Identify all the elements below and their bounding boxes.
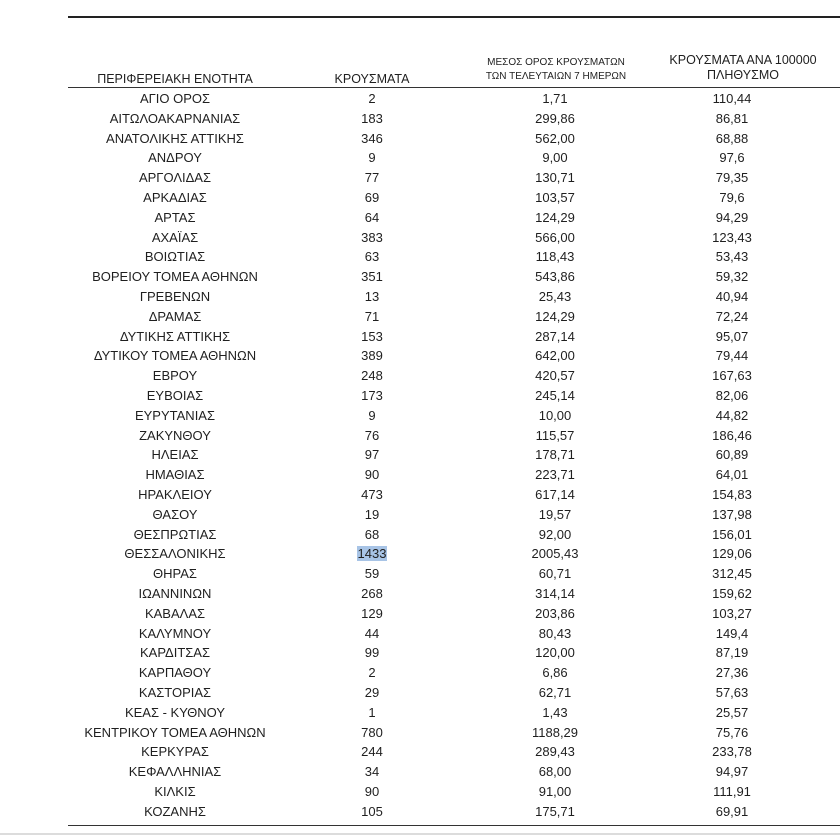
table-row bbox=[0, 802, 840, 822]
table-row bbox=[0, 564, 840, 584]
table-row bbox=[0, 742, 840, 762]
table-row bbox=[0, 208, 840, 228]
cell-avg-7-days: 289,43 bbox=[535, 744, 575, 760]
cell-per-100k: 82,06 bbox=[715, 387, 749, 403]
cell-avg-7-days: 62,71 bbox=[538, 684, 572, 700]
table-row bbox=[0, 544, 840, 564]
cell-region: ΑΡΚΑΔΙΑΣ bbox=[143, 189, 207, 205]
table-row bbox=[0, 465, 840, 485]
cell-region: ΑΡΓΟΛΙΔΑΣ bbox=[138, 170, 212, 186]
table-row bbox=[0, 782, 840, 802]
cell-region: ΒΟΡΕΙΟΥ ΤΟΜΕΑ ΑΘΗΝΩΝ bbox=[92, 269, 258, 285]
cell-cases: 173 bbox=[361, 387, 383, 403]
cell-region: ΑΡΤΑΣ bbox=[154, 209, 196, 225]
table-row bbox=[0, 366, 840, 386]
header-avg-line2: ΤΩΝ ΤΕΛΕΥΤΑΙΩΝ 7 ΗΜΕΡΩΝ bbox=[485, 71, 627, 82]
cell-avg-7-days: 566,00 bbox=[535, 229, 575, 245]
cell-avg-7-days: 287,14 bbox=[535, 328, 575, 344]
cell-region: ΕΒΡΟΥ bbox=[152, 368, 198, 384]
table-row bbox=[0, 188, 840, 208]
cell-region: ΚΑΣΤΟΡΙΑΣ bbox=[138, 684, 212, 700]
table-row bbox=[0, 247, 840, 267]
cell-avg-7-days: 115,57 bbox=[535, 427, 575, 443]
table-row bbox=[0, 703, 840, 723]
cell-cases: 64 bbox=[364, 209, 380, 225]
cell-cases: 268 bbox=[361, 585, 383, 601]
cell-avg-7-days: 245,14 bbox=[535, 387, 575, 403]
cell-avg-7-days: 68,00 bbox=[538, 764, 572, 780]
cell-avg-7-days: 118,43 bbox=[535, 249, 575, 265]
cell-avg-7-days: 1188,29 bbox=[531, 724, 579, 740]
cell-avg-7-days: 203,86 bbox=[535, 605, 575, 621]
cell-region: ΑΧΑΪΑΣ bbox=[151, 229, 199, 245]
cell-cases: 346 bbox=[361, 130, 383, 146]
cell-per-100k: 69,91 bbox=[715, 803, 749, 819]
table-row bbox=[0, 525, 840, 545]
table-row bbox=[0, 663, 840, 683]
cell-cases: 90 bbox=[364, 783, 380, 799]
cell-per-100k: 154,83 bbox=[712, 486, 752, 502]
cell-cases: 97 bbox=[364, 447, 380, 463]
cell-cases: 76 bbox=[364, 427, 380, 443]
table-row bbox=[0, 89, 840, 109]
table-row bbox=[0, 406, 840, 426]
cell-cases: 2 bbox=[368, 91, 376, 106]
table-row bbox=[0, 445, 840, 465]
cell-per-100k: 44,82 bbox=[715, 407, 749, 423]
cell-cases: 389 bbox=[361, 348, 383, 364]
cell-per-100k: 68,88 bbox=[715, 130, 749, 146]
table-row bbox=[0, 386, 840, 406]
cell-cases: 99 bbox=[364, 645, 380, 661]
cell-per-100k: 233,78 bbox=[712, 744, 752, 760]
table-row bbox=[0, 723, 840, 743]
table-row bbox=[0, 683, 840, 703]
cell-per-100k: 97,6 bbox=[719, 150, 745, 166]
cell-avg-7-days: 543,86 bbox=[535, 269, 575, 285]
cell-cases: 383 bbox=[361, 229, 383, 245]
cell-region: ΚΑΡΔΙΤΣΑΣ bbox=[139, 645, 211, 661]
cell-per-100k: 103,27 bbox=[712, 605, 752, 621]
cell-per-100k: 186,46 bbox=[712, 427, 752, 443]
cell-cases: 9 bbox=[368, 407, 376, 423]
cell-region: ΚΟΖΑΝΗΣ bbox=[144, 803, 206, 819]
cell-region: ΚΕΝΤΡΙΚΟΥ ΤΟΜΕΑ ΑΘΗΝΩΝ bbox=[84, 724, 266, 740]
cell-avg-7-days: 562,00 bbox=[535, 130, 575, 146]
cell-cases: 69 bbox=[364, 189, 380, 205]
table-row bbox=[0, 267, 840, 287]
table-row bbox=[0, 505, 840, 525]
cell-cases: 59 bbox=[364, 566, 380, 582]
cell-region: ΔΥΤΙΚΟΥ ΤΟΜΕΑ ΑΘΗΝΩΝ bbox=[93, 348, 257, 364]
table-row bbox=[0, 129, 840, 149]
cell-per-100k: 95,07 bbox=[715, 328, 749, 344]
table-row bbox=[0, 643, 840, 663]
cell-region: ΗΛΕΙΑΣ bbox=[151, 447, 199, 463]
cell-per-100k: 159,62 bbox=[712, 585, 752, 601]
cell-cases: 1 bbox=[368, 704, 376, 720]
cell-avg-7-days: 314,14 bbox=[535, 585, 575, 601]
cell-region: ΑΙΤΩΛΟΑΚΑΡΝΑΝΙΑΣ bbox=[109, 110, 241, 126]
cell-per-100k: 53,43 bbox=[715, 249, 749, 265]
cell-cases: 90 bbox=[364, 467, 380, 483]
table-top-rule bbox=[68, 16, 840, 18]
cell-avg-7-days: 175,71 bbox=[535, 803, 575, 819]
cell-per-100k: 87,19 bbox=[715, 645, 749, 661]
table-row bbox=[0, 327, 840, 347]
cell-cases: 2 bbox=[368, 665, 376, 681]
cell-per-100k: 94,29 bbox=[715, 209, 749, 225]
cell-per-100k: 312,45 bbox=[712, 566, 752, 582]
cell-per-100k: 75,76 bbox=[715, 724, 749, 740]
cell-avg-7-days: 6,86 bbox=[542, 665, 568, 681]
cell-region: ΘΑΣΟΥ bbox=[152, 506, 198, 522]
cell-region: ΚΑΛΥΜΝΟΥ bbox=[138, 625, 212, 641]
header-cases: ΚΡΟΥΣΜΑΤΑ bbox=[334, 72, 410, 86]
table-row bbox=[0, 762, 840, 782]
cell-region: ΔΡΑΜΑΣ bbox=[148, 308, 202, 324]
cell-region: ΒΟΙΩΤΙΑΣ bbox=[144, 249, 206, 265]
table-row bbox=[0, 168, 840, 188]
selected-text-highlight[interactable]: 1433 bbox=[357, 546, 387, 562]
table-header bbox=[0, 52, 840, 88]
cell-per-100k: 60,89 bbox=[715, 447, 749, 463]
cell-cases: 13 bbox=[364, 288, 380, 304]
cell-per-100k: 156,01 bbox=[712, 526, 752, 542]
cell-cases: 71 bbox=[364, 308, 380, 324]
cell-region: ΑΝΑΤΟΛΙΚΗΣ ΑΤΤΙΚΗΣ bbox=[106, 130, 244, 146]
cell-per-100k: 123,43 bbox=[712, 229, 752, 245]
cell-cases: 248 bbox=[361, 368, 383, 384]
cell-avg-7-days: 124,29 bbox=[535, 209, 575, 225]
cell-region: ΓΡΕΒΕΝΩΝ bbox=[139, 288, 211, 304]
cell-cases: 29 bbox=[364, 684, 380, 700]
cell-per-100k: 149,4 bbox=[715, 625, 749, 641]
table-row bbox=[0, 485, 840, 505]
cell-cases: 34 bbox=[364, 764, 380, 780]
cell-region: ΗΡΑΚΛΕΙΟΥ bbox=[138, 486, 212, 502]
cell-region: ΗΜΑΘΙΑΣ bbox=[145, 467, 205, 483]
cell-cases: 129 bbox=[361, 605, 383, 621]
cell-region: ΚΕΑΣ - ΚΥΘΝΟΥ bbox=[124, 704, 226, 720]
cell-avg-7-days: 223,71 bbox=[535, 467, 575, 483]
cell-per-100k: 72,24 bbox=[715, 308, 749, 324]
table-row bbox=[0, 228, 840, 248]
table-bottom-rule bbox=[68, 825, 840, 826]
header-avg-7-days bbox=[466, 56, 646, 84]
cell-region: ΙΩΑΝΝΙΝΩΝ bbox=[138, 585, 212, 601]
cell-avg-7-days: 617,14 bbox=[535, 486, 575, 502]
cell-avg-7-days: 178,71 bbox=[535, 447, 575, 463]
cell-cases: 9 bbox=[368, 150, 376, 166]
cell-cases: 105 bbox=[361, 803, 383, 819]
cell-region: ΘΕΣΣΑΛΟΝΙΚΗΣ bbox=[124, 546, 226, 562]
table-row bbox=[0, 604, 840, 624]
cell-cases: 473 bbox=[361, 486, 383, 502]
cell-cases: 77 bbox=[364, 170, 380, 186]
cell-cases: 351 bbox=[361, 269, 383, 285]
cell-per-100k: 64,01 bbox=[715, 467, 749, 483]
header-rule bbox=[68, 87, 840, 88]
cell-avg-7-days: 19,57 bbox=[538, 506, 572, 522]
cell-cases: 19 bbox=[364, 506, 380, 522]
cell-avg-7-days: 91,00 bbox=[538, 783, 572, 799]
cell-per-100k: 57,63 bbox=[715, 684, 749, 700]
cell-per-100k: 167,63 bbox=[712, 368, 752, 384]
cell-per-100k: 137,98 bbox=[712, 506, 752, 522]
cell-per-100k: 94,97 bbox=[715, 764, 749, 780]
header-cases-per-100k bbox=[646, 53, 840, 83]
cell-avg-7-days: 420,57 bbox=[535, 368, 575, 384]
table-row bbox=[0, 624, 840, 644]
cell-cases: 68 bbox=[364, 526, 380, 542]
header-region: ΠΕΡΙΦΕΡΕΙΑΚΗ ΕΝΟΤΗΤΑ bbox=[97, 72, 253, 86]
cell-cases: 780 bbox=[361, 724, 383, 740]
cell-region: ΘΗΡΑΣ bbox=[153, 566, 197, 582]
cell-cases bbox=[322, 544, 422, 564]
cell-region: ΖΑΚΥΝΘΟΥ bbox=[139, 427, 211, 443]
cell-region: ΚΙΛΚΙΣ bbox=[154, 783, 196, 799]
cell-avg-7-days: 642,00 bbox=[535, 348, 575, 364]
table-row bbox=[0, 346, 840, 366]
table-row bbox=[0, 148, 840, 168]
cell-avg-7-days: 130,71 bbox=[535, 170, 575, 186]
cell-per-100k: 27,36 bbox=[715, 665, 749, 681]
cell-avg-7-days: 120,00 bbox=[535, 645, 575, 661]
cell-region: ΚΑΡΠΑΘΟΥ bbox=[138, 665, 212, 681]
cell-per-100k: 40,94 bbox=[715, 288, 749, 304]
cell-avg-7-days: 60,71 bbox=[538, 566, 572, 582]
cell-avg-7-days: 25,43 bbox=[538, 288, 572, 304]
table-row bbox=[0, 109, 840, 129]
cell-cases: 44 bbox=[364, 625, 380, 641]
cell-region: ΚΕΦΑΛΛΗΝΙΑΣ bbox=[128, 764, 222, 780]
cell-per-100k: 110,44 bbox=[712, 91, 752, 106]
cell-per-100k: 25,57 bbox=[715, 704, 749, 720]
cell-region: ΑΓΙΟ ΟΡΟΣ bbox=[139, 91, 211, 106]
cell-region: ΕΥΡΥΤΑΝΙΑΣ bbox=[134, 407, 216, 423]
cell-avg-7-days: 299,86 bbox=[535, 110, 575, 126]
cell-avg-7-days: 80,43 bbox=[538, 625, 572, 641]
cell-avg-7-days: 92,00 bbox=[538, 526, 572, 542]
table-body bbox=[0, 89, 840, 821]
cell-region: ΚΕΡΚΥΡΑΣ bbox=[141, 744, 209, 760]
cell-cases: 244 bbox=[361, 744, 383, 760]
cell-cases: 183 bbox=[361, 110, 383, 126]
cell-avg-7-days: 1,43 bbox=[542, 704, 568, 720]
cell-avg-7-days: 9,00 bbox=[542, 150, 568, 166]
cell-cases: 153 bbox=[361, 328, 383, 344]
cell-region: ΘΕΣΠΡΩΤΙΑΣ bbox=[133, 526, 217, 542]
cell-per-100k: 79,44 bbox=[715, 348, 749, 364]
cell-avg-7-days: 124,29 bbox=[535, 308, 575, 324]
cell-per-100k: 129,06 bbox=[712, 546, 752, 562]
header-per100k-line1: ΚΡΟΥΣΜΑΤΑ ΑΝΑ 100000 bbox=[669, 53, 817, 67]
table-row bbox=[0, 307, 840, 327]
cell-avg-7-days: 1,71 bbox=[542, 91, 568, 106]
cell-region: ΑΝΔΡΟΥ bbox=[148, 150, 202, 166]
cell-per-100k: 59,32 bbox=[715, 269, 749, 285]
cell-per-100k: 79,35 bbox=[715, 170, 749, 186]
cell-region: ΚΑΒΑΛΑΣ bbox=[144, 605, 206, 621]
cell-region: ΕΥΒΟΙΑΣ bbox=[146, 387, 204, 403]
header-avg-line1: ΜΕΣΟΣ ΟΡΟΣ ΚΡΟΥΣΜΑΤΩΝ bbox=[487, 57, 625, 68]
cell-avg-7-days: 2005,43 bbox=[531, 546, 579, 562]
table-row bbox=[0, 426, 840, 446]
cell-cases: 63 bbox=[364, 249, 380, 265]
cell-avg-7-days: 103,57 bbox=[535, 189, 575, 205]
cell-per-100k: 111,91 bbox=[713, 783, 751, 799]
cell-avg-7-days: 10,00 bbox=[538, 407, 572, 423]
cell-per-100k: 79,6 bbox=[719, 189, 745, 205]
table-row bbox=[0, 584, 840, 604]
header-per100k-line2: ΠΛΗΘΥΣΜΟ bbox=[707, 68, 779, 82]
table-row bbox=[0, 287, 840, 307]
cell-region: ΔΥΤΙΚΗΣ ΑΤΤΙΚΗΣ bbox=[119, 328, 231, 344]
cell-per-100k: 86,81 bbox=[715, 110, 749, 126]
